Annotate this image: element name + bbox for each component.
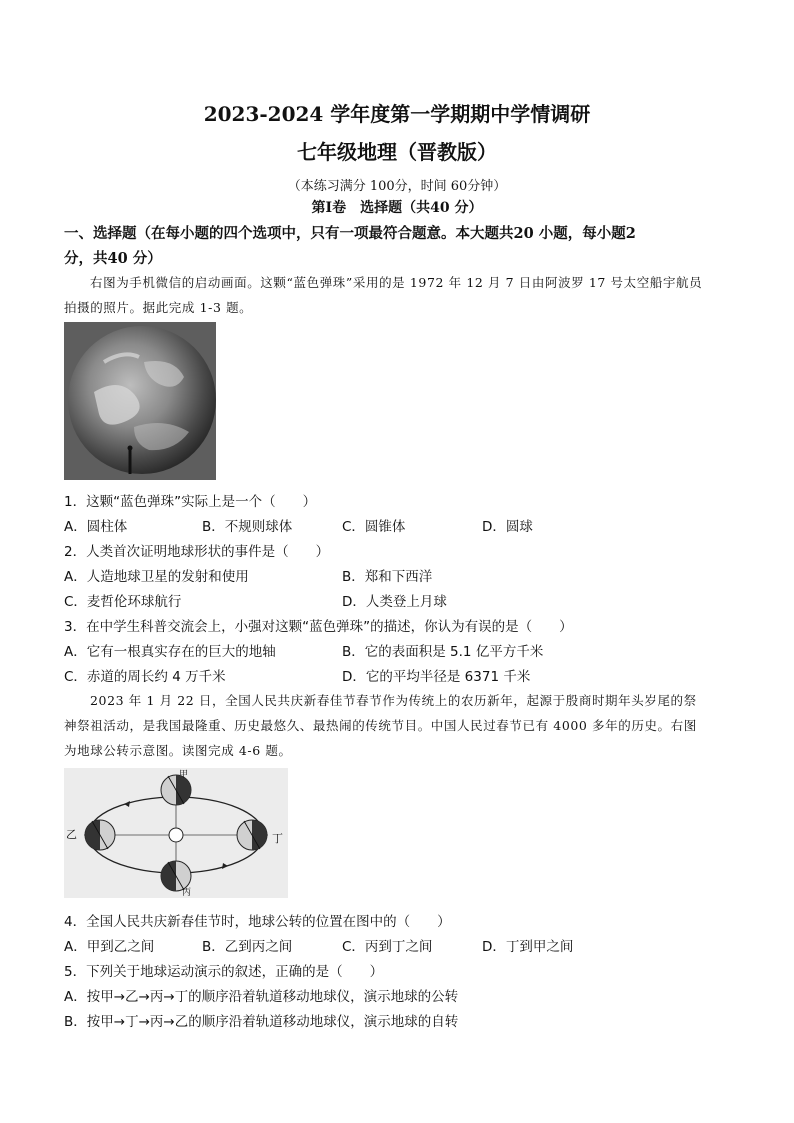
question-1-option-b[interactable]: B．不规则球体 [202,519,293,535]
question-4-stem: 4．全国人民共庆新春佳节时，地球公转的位置在图中的（ ） [64,914,451,930]
blue-marble-photo [64,322,216,480]
orbit-label-jia: 甲 [179,770,189,780]
orbit-diagram [64,768,288,898]
exam-note: （本练习满分 100分，时间 60分钟） [287,179,507,194]
volume-title: 第Ⅰ卷 选择题（共40 分） [311,200,483,216]
question-4-option-d[interactable]: D．丁到甲之间 [482,939,574,955]
question-1-option-d[interactable]: D．圆球 [482,519,533,535]
question-2-option-b[interactable]: B．郑和下西洋 [342,569,433,585]
question-1-option-c[interactable]: C．圆锥体 [342,519,406,535]
passage-2-line2: 神祭祖活动，是我国最隆重、历史最悠久、最热闹的传统节目。中国人民过春节已有 4000 多年的历史。右图 [64,718,697,733]
passage-2 [64,688,732,763]
orbit-label-yi: 乙 [66,828,77,841]
question-1-stem: 1．这颗“蓝色弹珠”实际上是一个（ ） [64,494,317,510]
question-5-option-b[interactable]: B．按甲→丁→丙→乙的顺序沿着轨道移动地球仪，演示地球的自转 [64,1014,459,1030]
passage-1 [64,270,732,320]
question-2-stem: 2．人类首次证明地球形状的事件是（ ） [64,544,330,560]
question-1-option-a[interactable]: A．圆柱体 [64,519,128,535]
question-5-stem: 5．下列关于地球运动演示的叙述，正确的是（ ） [64,964,384,980]
question-2-option-a[interactable]: A．人造地球卫星的发射和使用 [64,569,249,585]
question-2-option-d[interactable]: D．人类登上月球 [342,594,447,610]
orbit-label-ding: 丁 [272,832,283,845]
section-heading-line1: 一、选择题（在每小题的四个选项中，只有一项最符合题意。本大题共20 小题，每小题2 [64,225,636,242]
question-3-stem: 3．在中学生科普交流会上，小强对这颗“蓝色弹珠”的描述，你认为有误的是（ ） [64,619,573,635]
section-heading [64,221,744,271]
orbit-label-bing: 丙 [182,888,192,898]
passage-1-line2: 拍摄的照片。据此完成 1-3 题。 [64,300,253,315]
question-3-option-b[interactable]: B．它的表面积是 5.1 亿平方千米 [342,644,544,660]
passage-2-line3: 为地球公转示意图。读图完成 4-6 题。 [64,743,292,758]
question-4-option-b[interactable]: B．乙到丙之间 [202,939,293,955]
question-3-option-c[interactable]: C．赤道的周长约 4 万千米 [64,669,226,685]
question-5-option-a[interactable]: A．按甲→乙→丙→丁的顺序沿着轨道移动地球仪，演示地球的公转 [64,989,459,1005]
question-4-option-c[interactable]: C．丙到丁之间 [342,939,433,955]
question-3-option-d[interactable]: D．它的平均半径是 6371 千米 [342,669,531,685]
question-2-option-c[interactable]: C．麦哲伦环球航行 [64,594,182,610]
section-heading-line2: 分，共40 分） [64,250,162,267]
question-4-option-a[interactable]: A．甲到乙之间 [64,939,155,955]
question-3-option-a[interactable]: A．它有一根真实存在的巨大的地轴 [64,644,276,660]
exam-title: 2023-2024 学年度第一学期期中学情调研 [203,102,591,126]
passage-1-line1: 右图为手机微信的启动画面。这颗“蓝色弹珠”采用的是 1972 年 12 月 7 日由阿波罗 17 号太空船宇航员 [90,275,703,290]
passage-2-line1: 2023 年 1 月 22 日，全国人民共庆新春佳节春节作为传统上的农历新年，起源于殷商时期年头岁尾的祭 [90,693,697,708]
exam-subject: 七年级地理（晋教版） [297,140,497,164]
